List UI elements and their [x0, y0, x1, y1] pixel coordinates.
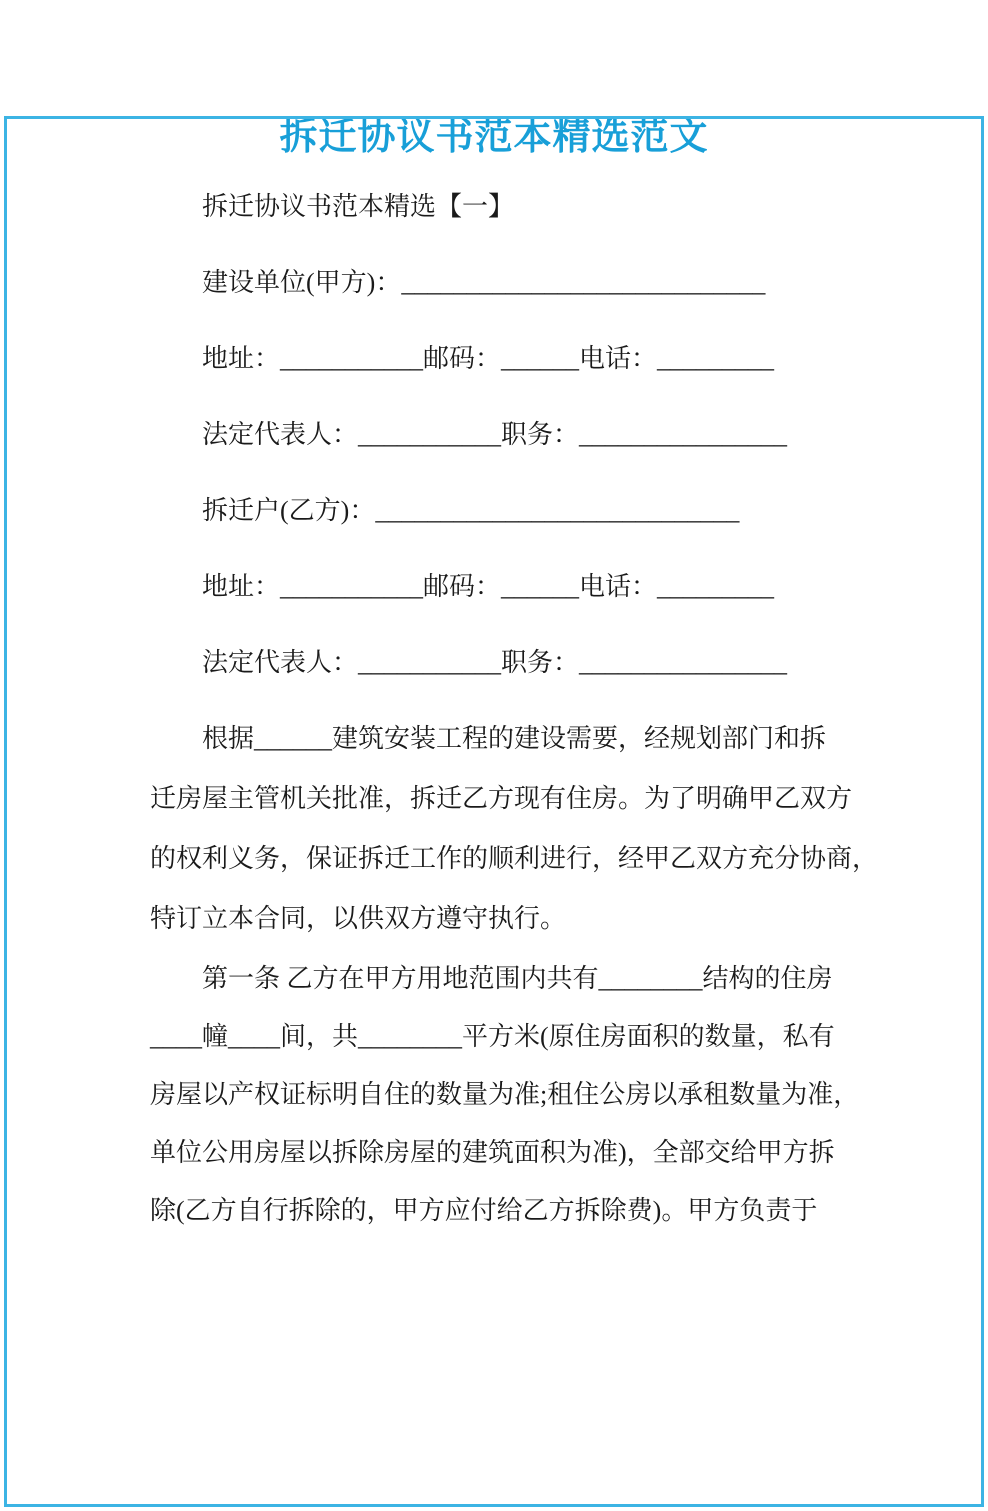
paragraph1-line-2: 迁房屋主管机关批准，拆迁乙方现有住房。为了明确甲乙双方 [150, 784, 853, 813]
paragraph2-line-2: ____幢____间，共________平方米(原住房面积的数量，私有 [150, 1022, 835, 1051]
form-line-address-2: 地址：___________邮码：______电话：_________ [202, 572, 775, 601]
document-page [0, 112, 988, 1511]
page-title: 拆迁协议书范本精选范文 [279, 116, 709, 158]
form-line-representative-2: 法定代表人：___________职务：________________ [202, 648, 788, 677]
document-body [0, 191, 988, 1227]
paragraph2-line-3: 房屋以产权证标明自住的数量为准;租住公房以承租数量为准， [150, 1080, 860, 1109]
paragraph2-line-5: 除(乙方自行拆除的，甲方应付给乙方拆除费)。甲方负责于 [150, 1196, 818, 1225]
form-line-address-1: 地址：___________邮码：______电话：_________ [202, 344, 775, 373]
form-line-representative-1: 法定代表人：___________职务：________________ [202, 420, 788, 449]
form-line-party-a: 建设单位(甲方)：____________________________ [202, 268, 766, 297]
form-line-party-b: 拆迁户(乙方)：____________________________ [202, 496, 740, 525]
paragraph1-line-4: 特订立本合同，以供双方遵守执行。 [150, 904, 567, 933]
paragraph2-line-4: 单位公用房屋以拆除房屋的建筑面积为准)，全部交给甲方拆 [150, 1138, 835, 1167]
paragraph2-line-1: 第一条 乙方在甲方用地范围内共有________结构的住房 [202, 964, 833, 993]
paragraph1-line-1: 根据______建筑安装工程的建设需要，经规划部门和拆 [202, 724, 827, 753]
document-subtitle: 拆迁协议书范本精选【一】 [202, 192, 515, 221]
paragraph1-line-3: 的权利义务，保证拆迁工作的顺利进行，经甲乙双方充分协商， [150, 844, 879, 873]
